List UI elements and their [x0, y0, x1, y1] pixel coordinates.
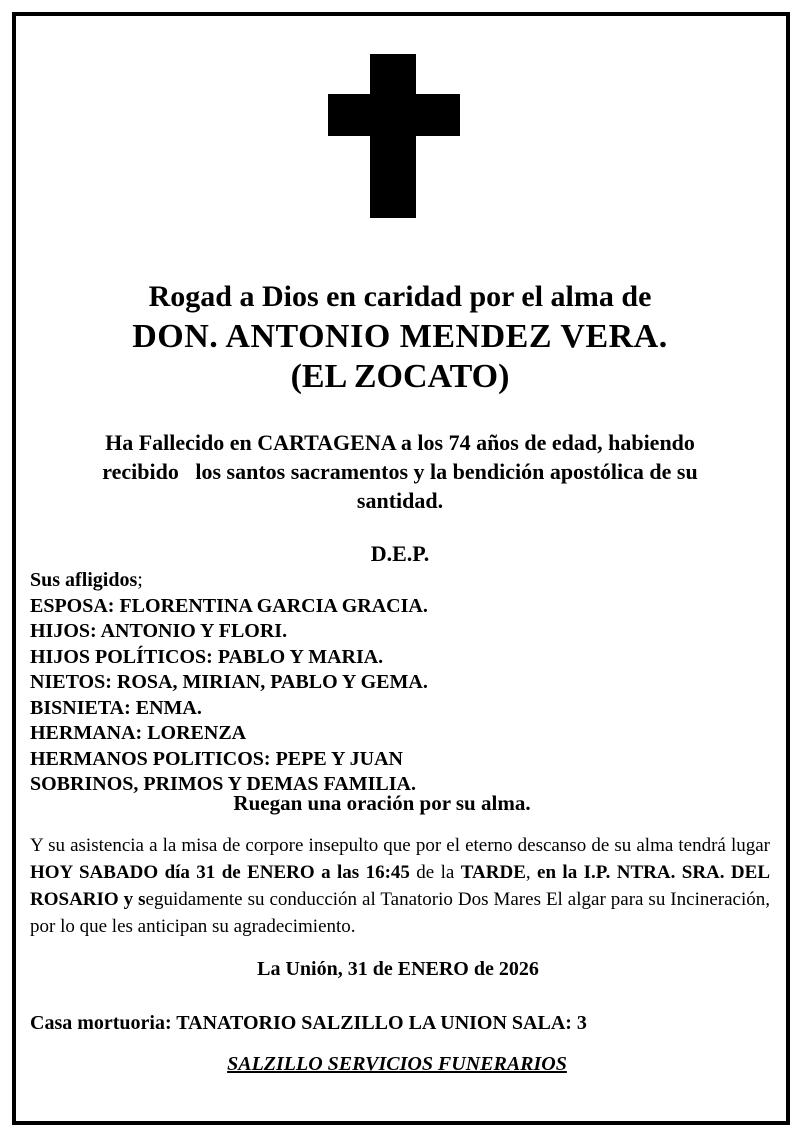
death-announcement-line: Ha Fallecido en CARTAGENA a los 74 años de edad, habiendo	[105, 430, 695, 455]
family-item: HERMANA: LORENZA	[30, 722, 247, 744]
mass-text: Y su asistencia a la misa de corpore insepulto que por el eterno descanso de su alma tendrá lugar	[30, 835, 770, 856]
place-date: La Unión, 31 de ENERO de 2026	[257, 958, 539, 980]
deceased-nickname: (EL ZOCATO)	[290, 358, 510, 395]
family-item: SOBRINOS, PRIMOS Y DEMAS FAMILIA.	[30, 773, 416, 795]
family-item: HIJOS: ANTONIO Y FLORI.	[30, 620, 288, 642]
family-list	[30, 568, 428, 798]
cross-icon	[328, 54, 460, 218]
deceased-name: DON. ANTONIO MENDEZ VERA.	[132, 318, 668, 355]
mass-text: eguidamente su conducción al Tanatorio Dos Mares El algar para su Incineración, por lo que les anticipan su agradecimiento.	[30, 889, 770, 937]
mass-text: ,	[525, 862, 538, 883]
death-announcement-line: recibido los santos sacramentos y la bendición apostólica de su	[102, 459, 698, 484]
family-item: HIJOS POLÍTICOS: PABLO Y MARIA.	[30, 645, 384, 668]
prayer-request-heading: Rogad a Dios en caridad por el alma de	[148, 280, 652, 313]
family-item: ESPOSA: FLORENTINA GARCIA GRACIA.	[30, 594, 428, 617]
death-announcement-line: santidad.	[356, 488, 444, 513]
funeral-company: SALZILLO SERVICIOS FUNERARIOS	[227, 1053, 567, 1075]
family-intro	[30, 568, 428, 594]
death-announcement	[60, 428, 740, 515]
family-item: NIETOS: ROSA, MIRIAN, PABLO Y GEMA.	[30, 671, 428, 693]
mass-time-of-day: TARDE	[460, 862, 526, 883]
mass-datetime: HOY SABADO día 31 de ENERO a las 16:45	[30, 862, 410, 883]
prayer-request: Ruegan una oración por su alma.	[233, 791, 531, 815]
mass-church: en la I.P. NTRA. SRA. DEL ROSARIO y s	[30, 862, 770, 910]
family-item: HERMANOS POLITICOS: PEPE Y JUAN	[30, 747, 403, 770]
mass-text: de la	[409, 862, 461, 883]
family-intro-label: Sus afligidos	[30, 569, 138, 591]
funeral-home-room: Casa mortuoria: TANATORIO SALZILLO LA UNION SALA: 3	[30, 1012, 587, 1034]
family-intro-punct: ;	[137, 569, 143, 591]
dep-label: D.E.P.	[370, 541, 430, 566]
mass-details	[30, 832, 770, 940]
family-item: BISNIETA: ENMA.	[30, 696, 202, 719]
